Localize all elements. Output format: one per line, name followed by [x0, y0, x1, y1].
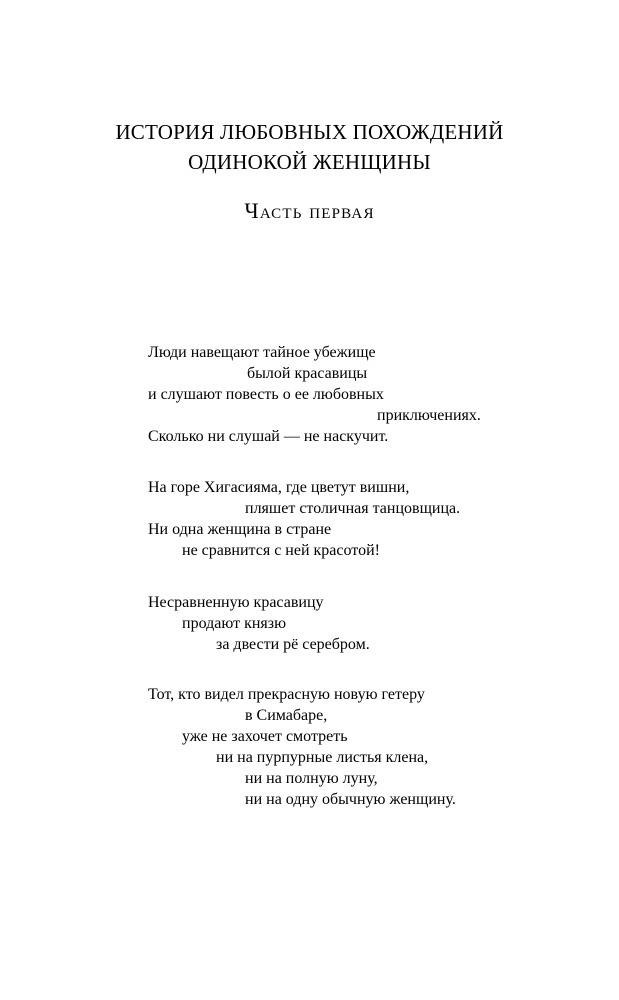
poem-stanza-4: [148, 684, 456, 810]
chapter-title-line-2: ОДИНОКОЙ ЖЕНЩИНЫ: [188, 150, 431, 174]
poem-line: Тот, кто видел прекрасную новую гетеру: [148, 686, 425, 703]
poem-stanza-2: [148, 477, 460, 561]
poem-line: Люди навещают тайное убежище: [148, 344, 376, 361]
poem-line: за двести рё серебром.: [216, 636, 370, 653]
poem-line: не сравнится с ней красотой!: [182, 542, 380, 559]
poem-line: былой красавицы: [247, 365, 368, 382]
poem-line: приключениях.: [377, 407, 481, 424]
poem-line: ни на полную луну,: [245, 770, 378, 787]
poem-line: Несравненную красавицу: [148, 594, 324, 611]
part-heading: Часть первая: [244, 198, 375, 223]
poem-line: Сколько ни слушай — не наскучит.: [148, 428, 389, 445]
poem-line: ни на одну обычную женщину.: [245, 791, 456, 808]
chapter-title-line-1: ИСТОРИЯ ЛЮБОВНЫХ ПОХОЖДЕНИЙ: [115, 120, 504, 144]
poem-line: в Симабаре,: [245, 707, 328, 724]
poem-line: ни на пурпурные листья клена,: [216, 749, 429, 766]
poem-line: пляшет столичная танцовщица.: [245, 500, 461, 517]
poem-line: и слушают повесть о ее любовных: [148, 386, 384, 403]
poem-line: Ни одна женщина в стране: [148, 521, 332, 538]
poem-stanza-3: [148, 592, 370, 655]
chapter-title: [0, 117, 619, 177]
poem-stanza-1: [148, 342, 481, 447]
poem-line: продают князю: [182, 615, 287, 632]
poem-line: уже не захочет смотреть: [182, 728, 348, 745]
poem-line: На горе Хигасияма, где цветут вишни,: [148, 479, 410, 496]
